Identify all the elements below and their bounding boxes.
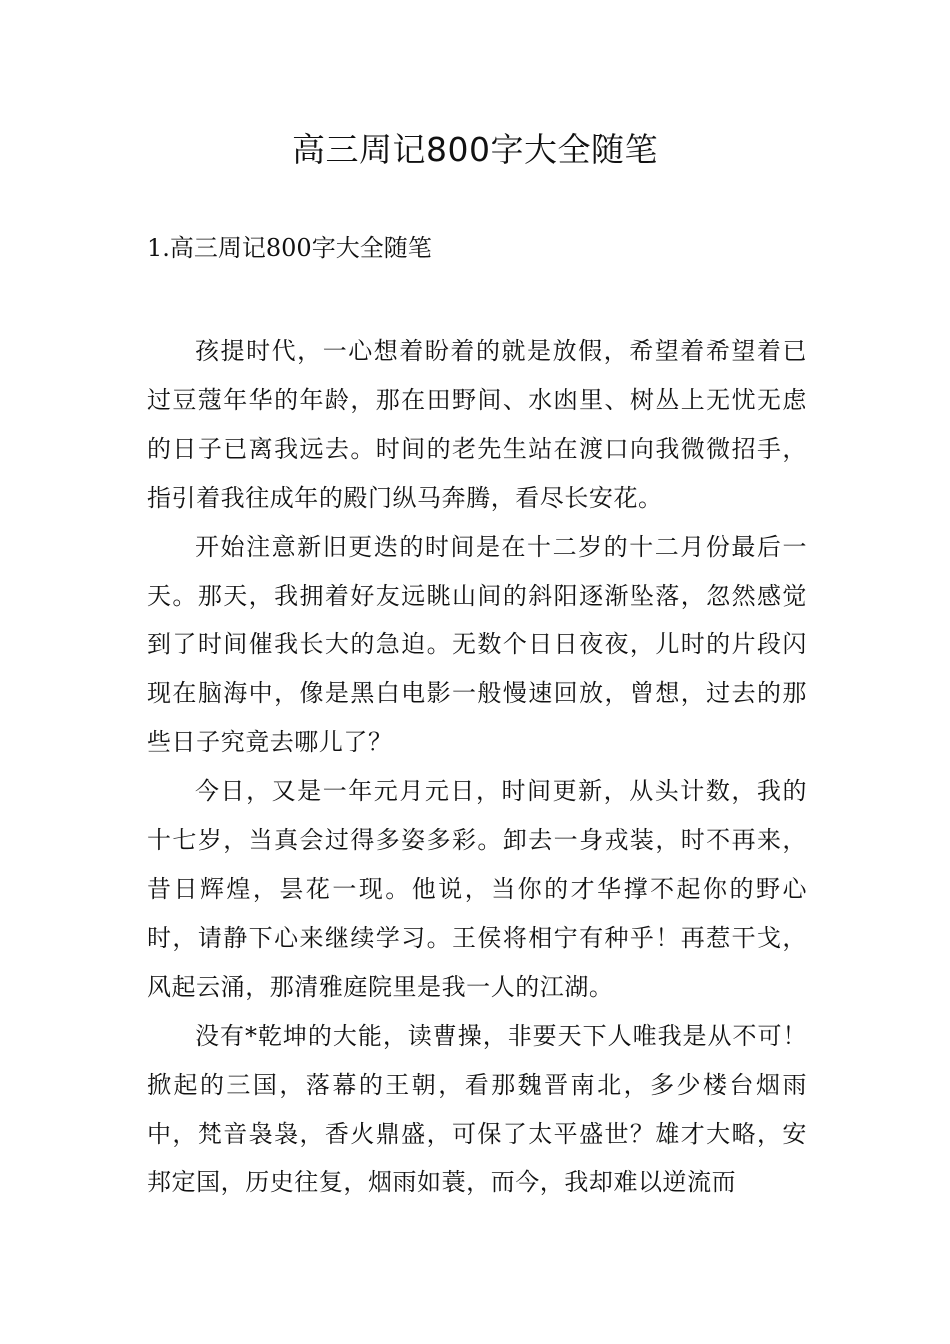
- document-title: 高三周记800字大全随笔: [292, 130, 658, 169]
- paragraph: 今日，又是一年元月元日，时间更新，从头计数，我的十七岁，当真会过得多姿多彩。卸去一身戎装，时不再来，昔日辉煌，昙花一现。他说，当你的才华撑不起你的野心时，请静下心来继续学习。王侯将相宁有种乎！再惹干戈，风起云涌，那清雅庭院里是我一人的江湖。: [147, 777, 807, 1001]
- paragraph: 孩提时代，一心想着盼着的就是放假，希望着希望着已过豆蔻年华的年龄，那在田野间、水凼里、树丛上无忧无虑的日子已离我远去。时间的老先生站在渡口向我微微招手，指引着我往成年的殿门纵马奔腾，看尽长安花。: [147, 337, 807, 512]
- body-text: [147, 327, 807, 1207]
- section-heading: 1.高三周记800字大全随笔: [147, 234, 432, 262]
- paragraph: 开始注意新旧更迭的时间是在十二岁的十二月份最后一天。那天，我拥着好友远眺山间的斜阳逐渐坠落，忽然感觉到了时间催我长大的急迫。无数个日日夜夜，儿时的片段闪现在脑海中，像是黑白电影一般慢速回放，曾想，过去的那些日子究竟去哪儿了？: [147, 532, 807, 757]
- paragraph: 没有*乾坤的大能，读曹操，非要天下人唯我是从不可！掀起的三国，落幕的王朝，看那魏晋南北，多少楼台烟雨中，梵音袅袅，香火鼎盛，可保了太平盛世？雄才大略，安邦定国，历史往复，烟雨如蓑，而今，我却难以逆流而: [147, 1021, 807, 1197]
